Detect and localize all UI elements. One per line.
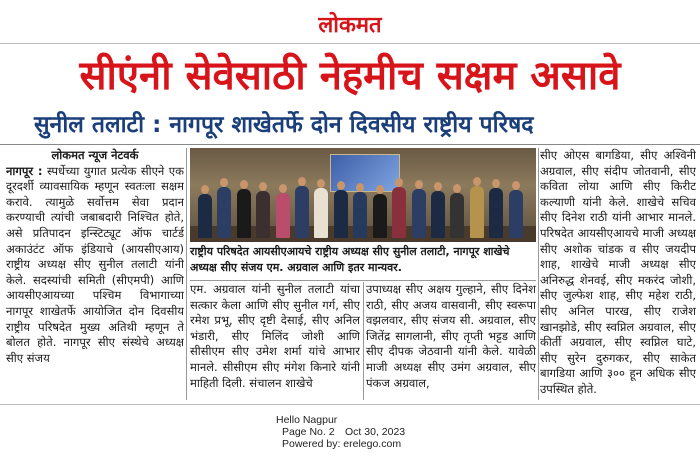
masthead-divider xyxy=(0,43,700,44)
photo-caption: राष्ट्रीय परिषदेत आयसीएआयचे राष्ट्रीय अध्यक्ष सीए सुनील तलाटी, नागपूर शाखेचे अध्यक्ष सीए संजय एम. अग्रवाल आणि इतर मान्यवर. xyxy=(190,245,510,274)
publication-date: Oct 30, 2023 xyxy=(345,426,406,438)
column-divider xyxy=(538,148,539,400)
photo-person xyxy=(237,189,251,238)
group-photo xyxy=(190,148,536,242)
photo-person xyxy=(412,189,426,238)
column-2-text: एम. अग्रवाल यांनी सुनील तलाटी यांचा सत्कार केला आणि सीए सुनील गर्ग, सीए रमेश प्रभू, सीए दृष्टी देसाई, सीए अनिल भंडारी, सीए मिलिंद जोशी आणि सीसीएम सीए उमेश शर्मा यांचे आभार मानले. सीसीएम सीए मंगेश किनारे यांनी माहिती दिली. संचालन शाखेचे xyxy=(190,282,360,390)
photo-person xyxy=(489,188,503,238)
article-column-1 xyxy=(6,148,184,400)
publication-name: Hello Nagpur xyxy=(276,414,338,426)
article-column-2 xyxy=(190,282,360,400)
column-1-paragraph xyxy=(6,164,184,367)
photo-person xyxy=(334,190,348,238)
column-3-text: उपाध्यक्ष सीए अक्षय गुल्हाने, सीए दिनेश राठी, सीए अजय वासवानी, सीए स्वरूपा वझलवार, सीए संजय सी. अग्रवाल, सीए जितेंद्र सागलानी, सीए तृप्ती भट्टड आणि सीए दीपक जेठवानी यांनी केले. यावेळी माजी अध्यक्ष सीए उमंग अग्रवाल, सीए पंकज अग्रवाल, xyxy=(366,282,536,390)
column-divider xyxy=(363,282,364,400)
caption-divider xyxy=(190,280,536,281)
byline: लोकमत न्यूज नेटवर्क xyxy=(51,148,139,162)
photo-person xyxy=(373,194,387,238)
photo-person xyxy=(217,187,231,238)
article-column-3 xyxy=(366,282,536,400)
photo-person xyxy=(431,191,445,238)
photo-person xyxy=(198,194,212,238)
headline-divider xyxy=(0,144,700,145)
article-column-4 xyxy=(540,148,696,400)
photo-person xyxy=(256,191,270,238)
article-headline: सीएंनी सेवेसाठी नेहमीच सक्षम असावे xyxy=(79,53,621,99)
page-number: Page No. 2 xyxy=(282,426,335,438)
photo-person xyxy=(314,188,328,238)
powered-by-link[interactable]: Powered by: erelego.com xyxy=(282,438,402,450)
photo-person xyxy=(392,187,406,238)
column-divider xyxy=(186,148,187,400)
photo-person xyxy=(470,186,484,238)
lokmat-logo: लोकमत xyxy=(318,12,382,38)
photo-person xyxy=(353,192,367,238)
dateline-city: नागपूर : xyxy=(6,163,43,178)
photo-person xyxy=(450,193,464,238)
masthead xyxy=(0,0,700,44)
column-1-text: स्पर्धेच्या युगात प्रत्येक सीएने एक दूरदर्शी व्यावसायिक म्हणून स्वतःला सक्षम करावे. त्यामुळे सर्वोत्तम सेवा प्रदान करण्याची त्यांची जबाबदारी निश्चित होते, असे प्रतिपादन इन्स्टिट्यूट ऑफ चार्टर्ड अकाउंटंट ऑफ इंडियाचे (आयसीएआय) राष्ट्रीय अध्यक्ष सीए सुनील तलाटी यांनी केले. सदस्यांची समिती (सीएमपी) आणि आयसीएआयच्या पश्चिम विभागाच्या नागपूर शाखेतर्फे आयोजित दोन दिवसीय राष्ट्रीय परिषदेत मुख्य अतिथी म्हणून ते बोलत होते. नागपूर सीए संस्थेचे अध्यक्ष सीए संजय xyxy=(6,163,184,365)
photo-person xyxy=(295,186,309,238)
article-subhead: सुनील तलाटी : नागपूर शाखेतर्फे दोन दिवसीय राष्ट्रीय परिषद xyxy=(34,112,534,138)
footer-divider xyxy=(0,404,700,405)
photo-person xyxy=(276,193,290,238)
photo-person xyxy=(509,190,523,238)
column-4-text: सीए ओएस बागडिया, सीए अश्विनी अग्रवाल, सीए संदीप जोतवानी, सीए कविता लोया आणि सीए किरीट कल्याणी यांनी केले. शाखेचे सचिव सीए दिनेश राठी यांनी आभार मानले. परिषदेत आयसीएआयचे माजी अध्यक्ष सीए अशोक चांडक व सीए जयदीप शाह, शाखेचे माजी अध्यक्ष सीए अनिरुद्ध शेनवई, सीए मकरंद जोशी, सीए जुल्फेश शाह, सीए महेश राठी, सीए अनिल पारख, सीए राजेश खानझोडे, सीए स्वप्निल अग्रवाल, सीए कीर्ती अग्रवाल, सीए स्वप्निल घाटे, सीए सुरेन दुरुगकर, सीए साकेत बागडिया आणि ३०० हून अधिक सीए उपस्थित होते. xyxy=(540,148,696,396)
